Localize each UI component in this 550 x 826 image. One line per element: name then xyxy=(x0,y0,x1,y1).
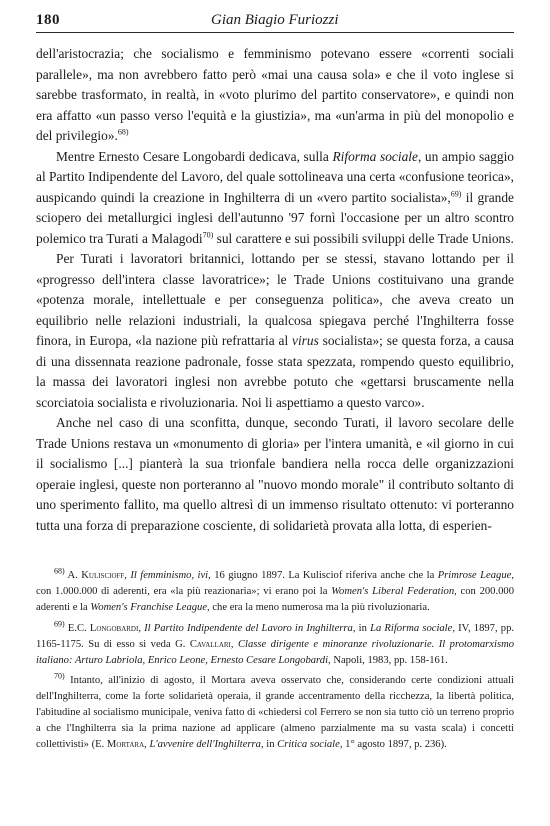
footnote-69 xyxy=(36,621,514,669)
footnote-text: , IV, 1897, pp. 1165-1175. Su di esso si veda G. xyxy=(36,622,515,650)
footnote-text: , in xyxy=(260,739,278,751)
footnote-text: , in xyxy=(352,622,371,634)
footnote-text: Intanto, all'inizio di agosto, il Mortara aveva osservato che, considerando certe condizioni attuali dell'Inghilterra, come la forte solidarietà operaia, il grande accentramento della ricchezza, la libertà politica, l'abitudine al socialismo municipale, veniva fatto di «chiedersi col Ferrero se non sia tutto ciò un terreno proprio a che l'Inghilterra sia la prima nazione ad applicare (almeno parzialmente ma su vasta scala) i concetti collettivisti» (E. xyxy=(36,675,514,751)
paragraph-3-text-b: socialista»; se questa forza, a causa di una dissennata reazione padronale, fosse stata spezzata, rompendo questo equilibrio, la massa dei lavoratori inglesi non avrebbe potuto che «gettarsi bruscamente nella scorciatoia socialista e rivoluzionaria. Noi li aspettiamo a questo varco». xyxy=(36,333,514,410)
journal-title: Critica sociale xyxy=(277,739,340,751)
footnote-text: , xyxy=(144,739,150,751)
paragraph-2-text-a: Mentre Ernesto Cesare Longobardi dedicava, sulla xyxy=(56,148,333,164)
footnote-text: , Napoli, 1983, pp. 158-161. xyxy=(328,654,448,666)
page-number: 180 xyxy=(36,12,60,28)
footnote-text: A. xyxy=(64,570,82,581)
cited-title: Classe dirigente e minoranze rivoluzionarie. Il protomarxismo italiano: Arturo Labriola, Enrico Leone, Ernesto Cesare Longobardi xyxy=(36,638,515,666)
footnote-text: E.C. xyxy=(64,622,90,634)
footnote-69-number: 69) xyxy=(54,619,65,629)
footnote-text: , con 1.000.000 di aderenti, era «la più reazionaria»; vi erano poi la xyxy=(36,570,515,597)
footnotes xyxy=(36,568,514,753)
note-ref-68: 68) xyxy=(117,127,129,137)
footnote-70-number: 70) xyxy=(54,671,65,681)
footnote-text: , con 200.000 aderenti e la xyxy=(36,585,514,613)
footnote-text: , 1° agosto 1897, p. 236). xyxy=(339,739,447,751)
journal-title: Riforma sociale xyxy=(332,148,418,164)
author-name: Mortara xyxy=(106,739,145,751)
paragraph-2-text-d: sul carattere e sui possibili sviluppi delle Trade Unions. xyxy=(213,230,514,246)
paragraph-2-text-c: il grande sciopero dei metallurgici inglesi dell'autunno '97 fornì l'occasione per un altro scontro polemico tra Turati a Malagodi xyxy=(36,189,514,246)
footnote-text: , xyxy=(230,638,238,650)
cited-title: L'avvenire dell'Inghilterra xyxy=(149,739,261,751)
paragraph-1-text: dell'aristocrazia; che socialismo e femminismo potevano essere «correnti sociali parallele», ma non avrebbero fatto però «mai una causa sola» e che il voto inglese si sarebbe trasformato, in realtà, in «voto plurimo del partito conservatore», e quindi non era affatto «un passo verso l'equità e la giustizia», ma «un'arma in più del monopolio e del privilegio». xyxy=(36,46,514,143)
footnote-68 xyxy=(36,568,514,616)
paragraph-2-text-b: , un ampio saggio al Partito Indipendente del Lavoro, del quale sottolineava una certa «confusione teorica», auspicando quindi la creazione in Inghilterra di un «vero partito socialista», xyxy=(36,148,514,205)
cited-title: Il Partito Indipendente del Lavoro in Inghilterra xyxy=(144,622,353,634)
paragraph-1 xyxy=(36,44,514,147)
organization-name: Women's Liberal Federation xyxy=(331,585,455,597)
footnote-70 xyxy=(36,673,514,753)
paragraph-4: Anche nel caso di una sconfitta, dunque, secondo Turati, il lavoro secolare delle Trade Unions restava un «monumento di gloria» per l'intera umanità, e «il giorno in cui il socialismo [...] pianterà la sua trionfale bandiera nella rocca delle organizzazioni operaie inglesi, queste non porteranno al "nuovo mondo morale" il contributo soltanto di uno sperimento fallito, ma quello altresì di un immenso risultato ottenuto: vi porteranno tutta una forza di preparazione cosciente, di solidarietà provata alla lotta, di esperien- xyxy=(36,415,514,533)
note-ref-70: 70) xyxy=(202,230,214,240)
paragraph-2 xyxy=(36,147,514,250)
paragraph-3 xyxy=(36,249,514,413)
footnote-text: , xyxy=(124,570,131,581)
organization-name: Women's Franchise League xyxy=(90,601,208,613)
footnote-text: , che era la meno numerosa ma la più rivoluzionaria. xyxy=(207,601,430,613)
author-name: Cavallari xyxy=(189,638,231,650)
running-head xyxy=(36,12,514,33)
running-head-author: Gian Biagio Furiozzi xyxy=(211,12,339,28)
main-text xyxy=(36,44,514,536)
paragraph-3-text-a: Per Turati i lavoratori britannici, lottando per se stessi, stavano lottando per il «progresso dell'intera classe lavoratrice»; le Trade Unions costituivano una grande «potenza morale, intellettuale e per conseguenza politica», che aveva creato un equilibrio nelle relazioni industriali, la qualcosa spiegava perché l'Inghilterra fosse finora, in Europa, «la nazione più refrattaria al xyxy=(36,251,514,348)
journal-title: La Riforma sociale xyxy=(370,622,453,634)
footnote-text: , xyxy=(138,622,145,634)
cited-title: Il femminismo, ivi xyxy=(130,570,209,581)
author-name: Kuliscioff xyxy=(81,570,125,581)
italic-word: virus xyxy=(292,333,319,348)
footnote-text: , 16 giugno 1897. La Kulisciof riferiva anche che la xyxy=(208,570,438,581)
organization-name: Primrose League xyxy=(437,570,512,581)
footnote-68-number: 68) xyxy=(54,566,65,576)
author-name: Longobardi xyxy=(89,622,139,634)
note-ref-69: 69) xyxy=(450,189,462,199)
